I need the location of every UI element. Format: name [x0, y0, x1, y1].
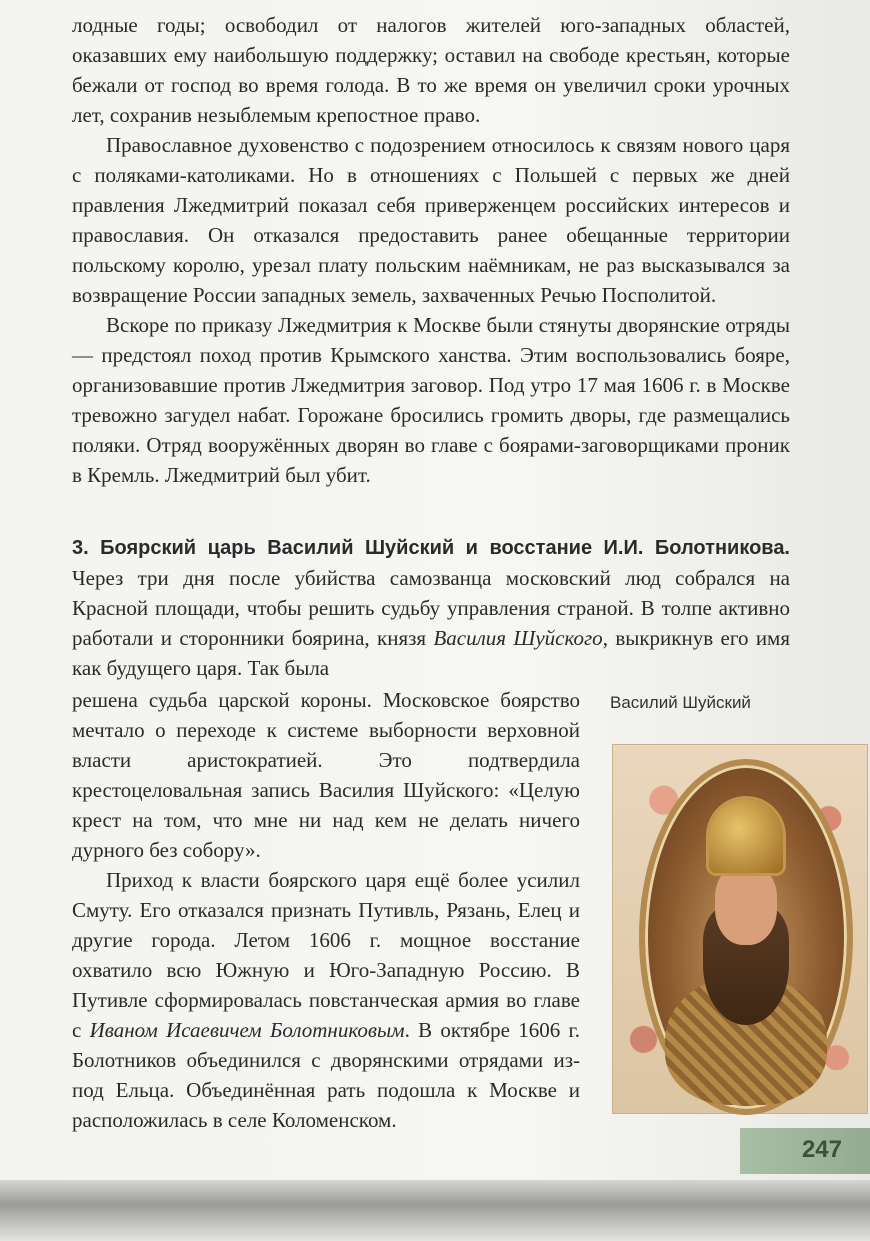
figure-caption: Василий Шуйский — [610, 693, 751, 712]
paragraph-1: лодные годы; освободил от налогов жителей юго-западных областей, оказавших ему наибольшую поддержку; оставил на свободе крестьян, которые бежали от господ во время голода. В то же время он увеличил сроки урочных лет, сохранив незыблемым крепостное право. — [72, 13, 790, 127]
section-intro-text-a: Через три дня после убийства самозванца московский люд собрался на Красной площади, чтобы решить судьбу управления страной. В толпе активно работали и сторонники боярина, князя — [72, 566, 790, 650]
section-3-column-text — [72, 685, 580, 1135]
paragraph-3: Вскоре по приказу Лжедмитрия к Москве были стянуты дворянские отряды — предстоял поход против Крымского ханства. Этим воспользовались бояре, организовавшие против Лжедмитрия заговор. Под утро 17 мая 1606 г. в Москве тревожно загудел набат. Горожане бросились громить дворы, где размещались поляки. Отряд вооружённых дворян во главе с боярами-заговорщиками проник в Кремль. Лжедмитрий был убит. — [72, 313, 790, 487]
section-3-intro — [72, 532, 790, 683]
paragraph-2: Православное духовенство с подозрением относилось к связям нового царя с поляками-католиками. Но в отношениях с Польшей с первых же дней правления Лжедмитрий показал себя приверженцем российских интересов и православия. Он отказался предоставить ранее обещанные территории польскому королю, урезал плату польским наёмникам, не раз высказывался за возвращение России западных земель, захваченных Речью Посполитой. — [72, 133, 790, 307]
column-paragraph-2-italic-name: Иваном Исаевичем Болотниковым — [89, 1018, 405, 1042]
column-paragraph-2 — [72, 865, 580, 1135]
column-paragraph-2-b: . В октябре 1606 г. Болотников объединился с дворянскими отрядами из-под Ельца. Объединённая рать подошла к Москве и расположилась в селе Коломенском. — [72, 1018, 580, 1132]
portrait-face — [715, 865, 777, 945]
portrait-image — [612, 744, 868, 1114]
section-heading: 3. Боярский царь Василий Шуйский и восстание И.И. Болотникова. — [72, 537, 790, 559]
column-paragraph-2-a: Приход к власти боярского царя ещё более усилил Смуту. Его отказался признать Путивль, Рязань, Елец и другие города. Летом 1606 г. мощное восстание охватило всю Южную и Юго-Западную Россию. В Путивле сформировалась повстанческая армия во главе с — [72, 868, 580, 1042]
section-intro-text-b: , выкрикнув его имя как будущего царя. Так была — [72, 626, 791, 680]
column-paragraph-1: решена судьба царской короны. Московское боярство мечтало о переходе к системе выборности верховной власти аристократией. Это подтвердила крестоцеловальная запись Василия Шуйского: «Целую крест на том, что мне ни над кем не делать ничего дурного без собору». — [72, 688, 580, 862]
page-bottom-edge — [0, 1180, 870, 1241]
page-number: 247 — [801, 1136, 842, 1163]
portrait-oval — [639, 759, 853, 1115]
top-text-block — [72, 10, 790, 490]
section-3-paragraph — [72, 532, 790, 683]
section-intro-italic-name: Василия Шуйского — [433, 626, 603, 650]
page-number-tab — [740, 1128, 870, 1174]
portrait-crown — [709, 799, 783, 873]
